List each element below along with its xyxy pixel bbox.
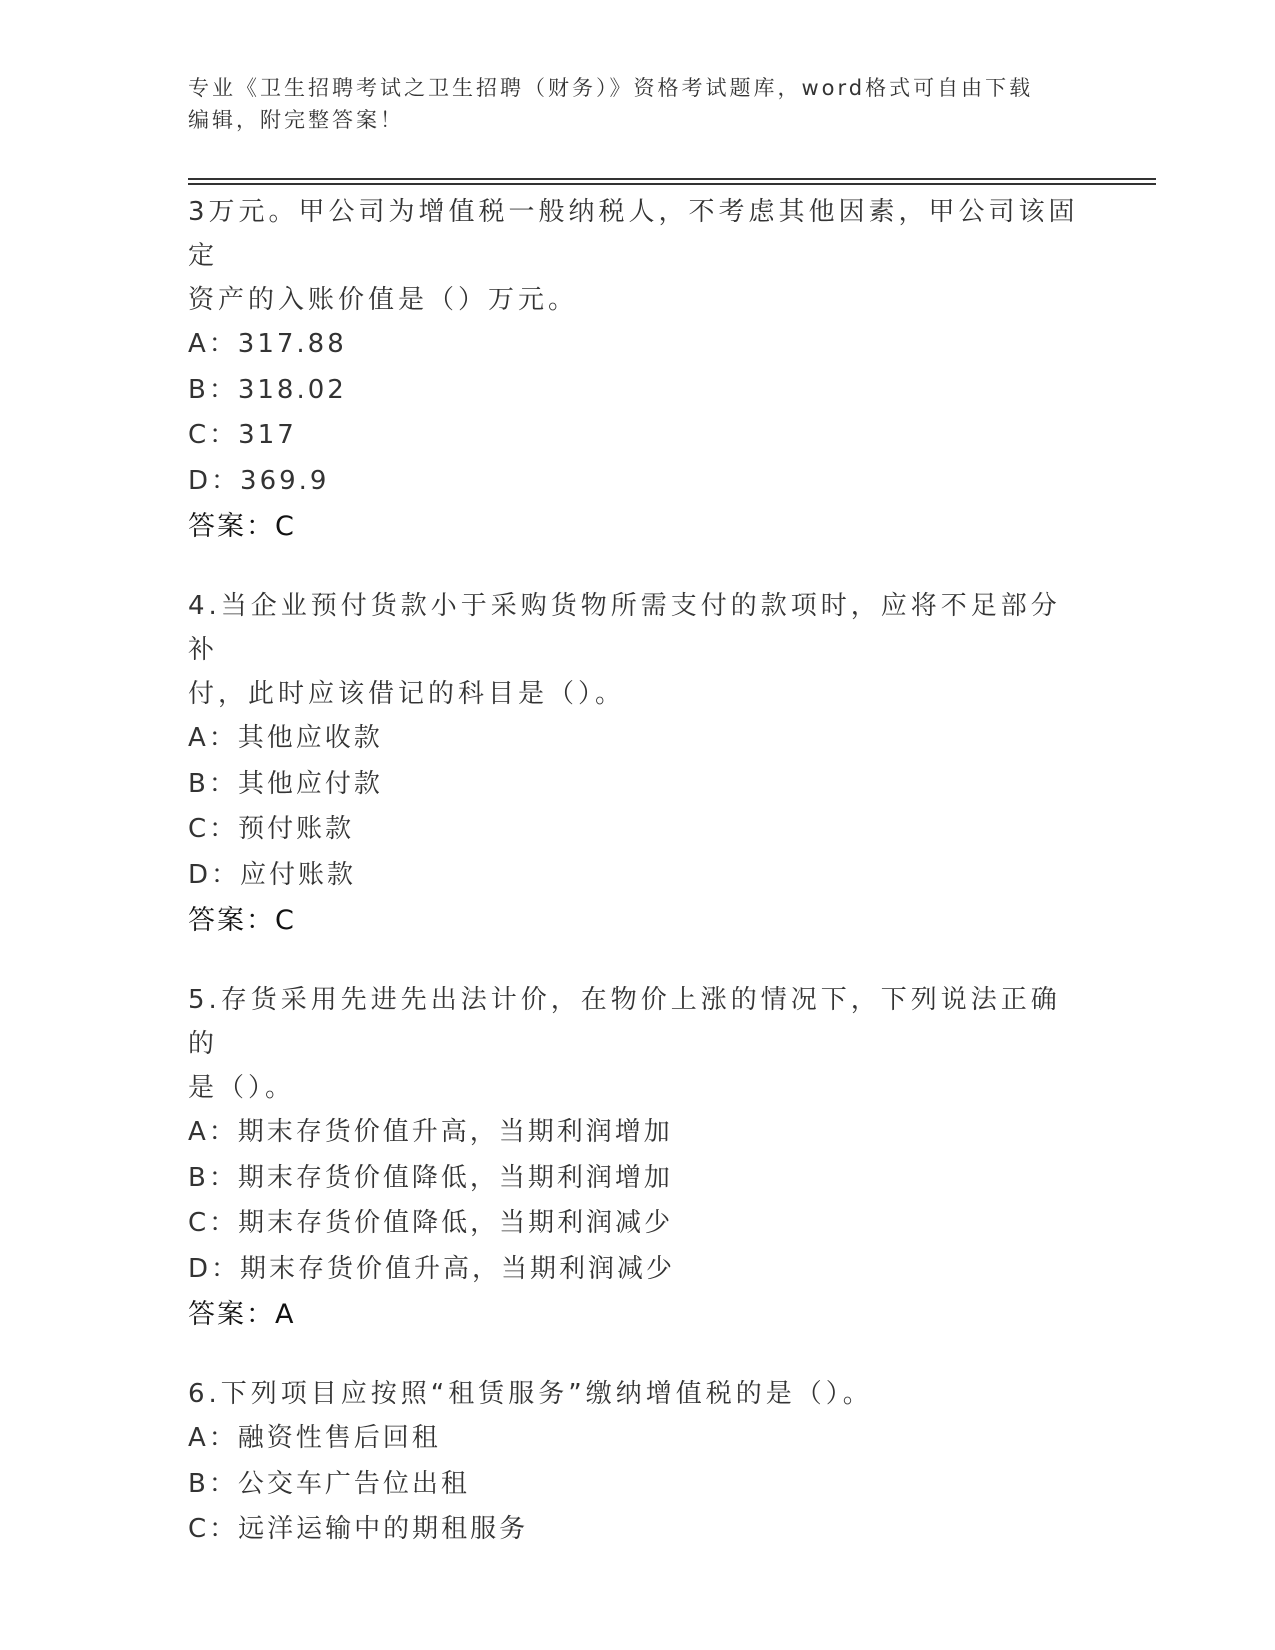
option-c: C：317: [188, 420, 297, 450]
option-a: A：期末存货价值升高，当期利润增加: [188, 1117, 673, 1147]
option-d: D：应付账款: [188, 859, 357, 890]
header-line-2: 编辑，附完整答案！: [188, 108, 404, 132]
question-4: [188, 584, 1088, 944]
option-a: A：其他应收款: [188, 723, 383, 753]
question-5: [188, 978, 1088, 1338]
question-stem: 6.下列项目应按照“租赁服务”缴纳增值税的是（）。: [188, 1379, 873, 1409]
question-3: [188, 190, 1088, 550]
answer-text: 答案：A: [188, 1299, 296, 1330]
option-b: B：其他应付款: [188, 768, 383, 799]
question-list: [188, 190, 1088, 1587]
header-divider-top: [188, 178, 1156, 180]
option-c: C：远洋运输中的期租服务: [188, 1514, 529, 1544]
option-c: C：期末存货价值降低，当期利润减少: [188, 1208, 674, 1238]
question-stem: 3万元。甲公司为增值税一般纳税人，不考虑其他因素，甲公司该固定 资产的入账价值是（）万元。: [188, 197, 1079, 315]
option-b: B：318.02: [188, 374, 347, 405]
header-line-1: 专业《卫生招聘考试之卫生招聘（财务）》资格考试题库，word格式可自由下载: [188, 76, 1034, 100]
answer-text: 答案：C: [188, 511, 296, 542]
option-a: A：317.88: [188, 329, 347, 359]
option-a: A：融资性售后回租: [188, 1423, 441, 1453]
question-stem: 4.当企业预付货款小于采购货物所需支付的款项时，应将不足部分补 付，此时应该借记的科目是（）。: [188, 591, 1061, 709]
option-d: D：期末存货价值升高，当期利润减少: [188, 1253, 676, 1284]
header-divider-bottom: [188, 183, 1156, 185]
answer-text: 答案：C: [188, 905, 296, 936]
option-b: B：公交车广告位出租: [188, 1468, 470, 1499]
option-c: C：预付账款: [188, 814, 355, 844]
option-d: D：369.9: [188, 465, 330, 496]
question-6: [188, 1372, 1088, 1553]
document-header: [188, 72, 1068, 136]
question-stem: 5.存货采用先进先出法计价，在物价上涨的情况下，下列说法正确的 是（）。: [188, 985, 1061, 1103]
option-b: B：期末存货价值降低，当期利润增加: [188, 1162, 673, 1193]
